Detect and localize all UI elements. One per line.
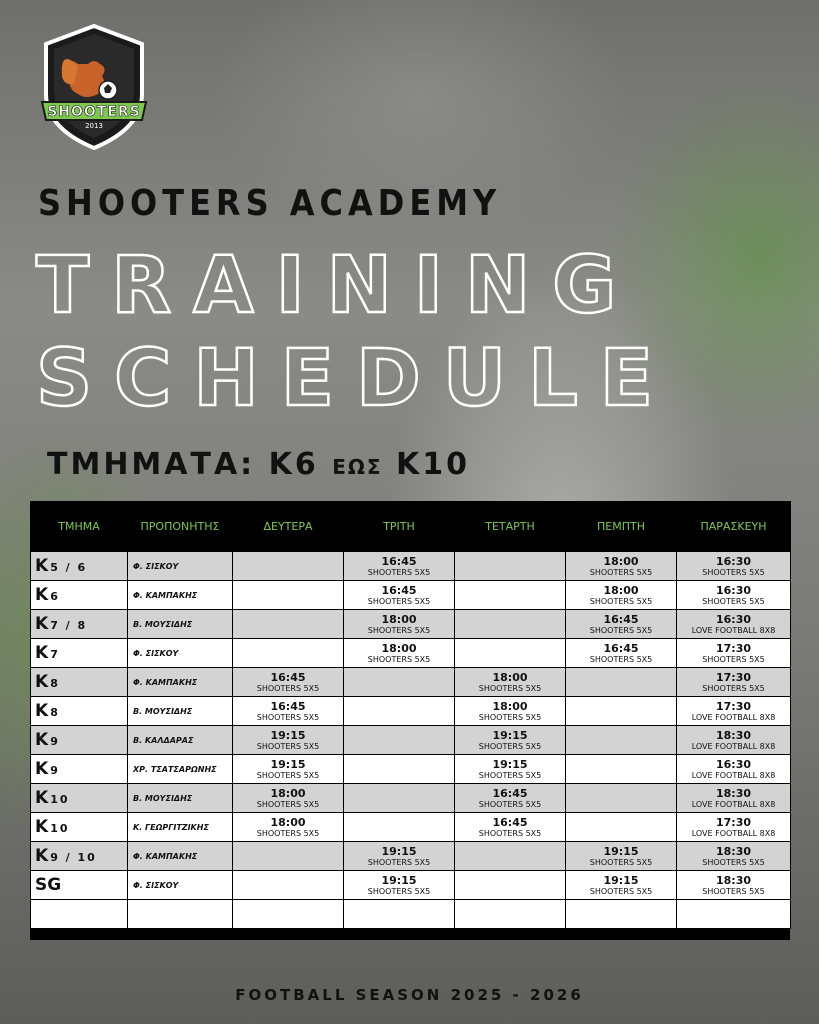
session-cell <box>677 668 791 697</box>
session-location: SHOOTERS 5X5 <box>589 567 653 577</box>
group-cell <box>31 610 128 639</box>
session-location: SHOOTERS 5X5 <box>589 596 653 606</box>
session-cell <box>455 784 566 813</box>
session-cell <box>455 813 566 842</box>
session-location: LOVE FOOTBALL 8X8 <box>691 741 776 751</box>
session-location: LOVE FOOTBALL 8X8 <box>691 625 776 635</box>
session-time: 18:30 <box>715 873 751 887</box>
session-cell <box>677 726 791 755</box>
coach-cell <box>128 900 233 929</box>
session-time: 18:00 <box>381 641 417 655</box>
session-location: SHOOTERS 5X5 <box>367 654 431 664</box>
coach-cell: Β. ΚΑΛΔΑΡΑΣ <box>128 726 233 755</box>
session-cell <box>344 581 455 610</box>
logo-name: SHOOTERS <box>47 104 141 120</box>
session-time: 17:30 <box>715 670 751 684</box>
header-friday: ΠΑΡΑΣΚΕΥΗ <box>677 501 791 552</box>
table-row <box>31 610 791 639</box>
session-cell <box>677 871 791 900</box>
session-time: 17:30 <box>715 699 751 713</box>
session-location: LOVE FOOTBALL 8X8 <box>691 828 776 838</box>
table-row <box>31 755 791 784</box>
header-thursday: ΠΕΜΠΤΗ <box>566 501 677 552</box>
group-cell <box>31 581 128 610</box>
session-location: SHOOTERS 5X5 <box>256 741 320 751</box>
team-logo <box>38 24 150 150</box>
group-cell <box>31 552 128 581</box>
session-time: 19:15 <box>270 757 306 771</box>
coach-cell: Φ. ΣΙΣΚΟΥ <box>128 639 233 668</box>
session-cell <box>344 900 455 929</box>
session-cell <box>566 755 677 784</box>
session-time: 18:00 <box>270 786 306 800</box>
session-cell <box>566 842 677 871</box>
session-cell <box>233 639 344 668</box>
session-cell <box>455 697 566 726</box>
session-cell <box>455 610 566 639</box>
session-cell <box>344 610 455 639</box>
group-letter: Κ <box>35 672 49 692</box>
group-letter: Κ <box>35 643 49 663</box>
table-row <box>31 726 791 755</box>
session-cell <box>455 581 566 610</box>
group-letter: Κ <box>35 730 49 750</box>
table-row <box>31 871 791 900</box>
group-cell <box>31 639 128 668</box>
group-number: 8 <box>50 677 60 690</box>
session-location: SHOOTERS 5X5 <box>702 857 765 867</box>
header-group: ΤΜΗΜΑ <box>31 501 128 552</box>
session-cell <box>566 784 677 813</box>
session-location: SHOOTERS 5X5 <box>589 886 653 896</box>
session-cell <box>233 726 344 755</box>
session-time: 18:00 <box>492 699 528 713</box>
session-location: LOVE FOOTBALL 8X8 <box>691 770 776 780</box>
session-location: SHOOTERS 5X5 <box>367 625 431 635</box>
session-location: SHOOTERS 5X5 <box>478 799 542 809</box>
session-cell <box>677 813 791 842</box>
session-time: 16:30 <box>715 757 751 771</box>
session-cell <box>344 871 455 900</box>
session-location: SHOOTERS 5X5 <box>367 857 431 867</box>
session-time: 19:15 <box>603 844 639 858</box>
logo-year: 2013 <box>85 122 103 130</box>
session-location: LOVE FOOTBALL 8X8 <box>691 799 776 809</box>
session-cell <box>677 842 791 871</box>
schedule-table <box>30 501 791 929</box>
session-location: SHOOTERS 5X5 <box>589 654 653 664</box>
session-cell <box>344 668 455 697</box>
coach-cell: Β. ΜΟΥΣΙΔΗΣ <box>128 697 233 726</box>
header-monday: ΔΕΥΤΕΡΑ <box>233 501 344 552</box>
group-cell <box>31 842 128 871</box>
session-time: 16:45 <box>603 612 639 626</box>
session-cell <box>677 697 791 726</box>
table-row <box>31 581 791 610</box>
session-cell <box>455 552 566 581</box>
coach-cell: Β. ΜΟΥΣΙΔΗΣ <box>128 784 233 813</box>
group-letter: SG <box>35 875 62 895</box>
session-time: 16:45 <box>381 554 417 568</box>
session-cell <box>344 639 455 668</box>
session-time: 19:15 <box>492 728 528 742</box>
group-letter: Κ <box>35 556 49 576</box>
session-location: LOVE FOOTBALL 8X8 <box>691 712 776 722</box>
session-time: 18:00 <box>603 583 639 597</box>
group-cell <box>31 755 128 784</box>
session-location: SHOOTERS 5X5 <box>589 625 653 635</box>
session-location: SHOOTERS 5X5 <box>256 683 320 693</box>
title-line-2: SCHEDULE <box>36 334 676 424</box>
schedule-table-container <box>30 501 790 940</box>
session-time: 16:30 <box>715 583 751 597</box>
coach-cell: ΧΡ. ΤΣΑΤΣΑΡΩΝΗΣ <box>128 755 233 784</box>
session-time: 18:30 <box>715 786 751 800</box>
sections-mid: ΕΩΣ <box>332 455 383 479</box>
group-letter: Κ <box>35 817 49 837</box>
session-cell <box>455 755 566 784</box>
season-footer: FOOTBALL SEASON 2025 - 2026 <box>235 986 584 1004</box>
coach-cell: Φ. ΚΑΜΠΑΚΗΣ <box>128 581 233 610</box>
table-row <box>31 842 791 871</box>
session-time: 16:45 <box>270 670 306 684</box>
coach-cell: Φ. ΚΑΜΠΑΚΗΣ <box>128 842 233 871</box>
session-cell <box>455 639 566 668</box>
session-time: 16:45 <box>492 815 528 829</box>
session-location: SHOOTERS 5X5 <box>256 770 320 780</box>
table-row <box>31 697 791 726</box>
session-time: 19:15 <box>381 873 417 887</box>
header-wednesday: ΤΕΤΑΡΤΗ <box>455 501 566 552</box>
group-letter: Κ <box>35 701 49 721</box>
session-cell <box>233 900 344 929</box>
table-row <box>31 813 791 842</box>
session-time: 16:45 <box>381 583 417 597</box>
group-number: 8 <box>50 706 60 719</box>
session-location: SHOOTERS 5X5 <box>256 828 320 838</box>
session-cell <box>566 639 677 668</box>
session-location: SHOOTERS 5X5 <box>367 886 431 896</box>
session-cell <box>233 581 344 610</box>
table-row <box>31 639 791 668</box>
session-cell <box>566 581 677 610</box>
session-cell <box>566 610 677 639</box>
session-location: SHOOTERS 5X5 <box>478 741 542 751</box>
session-time: 16:30 <box>715 554 751 568</box>
group-letter: Κ <box>35 614 49 634</box>
session-time: 19:15 <box>603 873 639 887</box>
session-cell <box>566 871 677 900</box>
session-location: SHOOTERS 5X5 <box>702 567 765 577</box>
session-cell <box>566 813 677 842</box>
group-number: 9 <box>50 764 60 777</box>
header-tuesday: ΤΡΙΤΗ <box>344 501 455 552</box>
session-time: 16:30 <box>715 612 751 626</box>
table-row <box>31 900 791 929</box>
sections-heading <box>47 447 470 482</box>
session-cell <box>344 697 455 726</box>
session-cell <box>677 610 791 639</box>
session-time: 19:15 <box>270 728 306 742</box>
session-cell <box>344 552 455 581</box>
session-cell <box>344 755 455 784</box>
academy-name: SHOOTERS ACADEMY <box>38 182 502 224</box>
coach-cell: Φ. ΣΙΣΚΟΥ <box>128 552 233 581</box>
session-cell <box>455 842 566 871</box>
session-location: SHOOTERS 5X5 <box>702 596 765 606</box>
session-cell <box>677 552 791 581</box>
coach-cell: Β. ΜΟΥΣΙΔΗΣ <box>128 610 233 639</box>
group-number: 6 <box>50 590 60 603</box>
group-number: 9 / 10 <box>50 851 97 864</box>
group-cell <box>31 726 128 755</box>
coach-cell: Κ. ΓΕΩΡΓΙΤΖΙΚΗΣ <box>128 813 233 842</box>
group-number: 10 <box>50 793 70 806</box>
session-cell <box>233 871 344 900</box>
session-cell <box>566 552 677 581</box>
session-location: SHOOTERS 5X5 <box>702 654 765 664</box>
session-time: 19:15 <box>492 757 528 771</box>
group-letter: Κ <box>35 585 49 605</box>
coach-cell: Φ. ΣΙΣΚΟΥ <box>128 871 233 900</box>
session-cell <box>233 697 344 726</box>
session-time: 18:00 <box>381 612 417 626</box>
table-row <box>31 784 791 813</box>
group-number: 7 / 8 <box>50 619 88 632</box>
group-number: 9 <box>50 735 60 748</box>
session-time: 18:30 <box>715 728 751 742</box>
table-header-row <box>31 501 791 552</box>
session-cell <box>677 755 791 784</box>
session-location: SHOOTERS 5X5 <box>367 567 431 577</box>
group-number: 7 <box>50 648 60 661</box>
session-time: 18:00 <box>270 815 306 829</box>
session-location: SHOOTERS 5X5 <box>256 799 320 809</box>
session-location: SHOOTERS 5X5 <box>478 770 542 780</box>
session-cell <box>344 784 455 813</box>
group-number: 5 / 6 <box>50 561 88 574</box>
group-cell <box>31 697 128 726</box>
session-cell <box>677 900 791 929</box>
session-cell <box>455 668 566 697</box>
session-cell <box>455 900 566 929</box>
session-location: SHOOTERS 5X5 <box>478 712 542 722</box>
session-cell <box>233 668 344 697</box>
session-cell <box>677 639 791 668</box>
title-line-1: TRAINING <box>36 241 639 331</box>
session-cell <box>233 552 344 581</box>
session-time: 17:30 <box>715 815 751 829</box>
sections-end: Κ10 <box>395 447 470 482</box>
session-cell <box>233 784 344 813</box>
group-cell <box>31 784 128 813</box>
table-row <box>31 668 791 697</box>
group-cell <box>31 668 128 697</box>
session-time: 18:00 <box>492 670 528 684</box>
session-time: 19:15 <box>381 844 417 858</box>
session-location: SHOOTERS 5X5 <box>702 683 765 693</box>
session-time: 16:45 <box>492 786 528 800</box>
table-row <box>31 552 791 581</box>
session-location: SHOOTERS 5X5 <box>367 596 431 606</box>
session-cell <box>566 726 677 755</box>
session-location: SHOOTERS 5X5 <box>702 886 765 896</box>
session-cell <box>233 755 344 784</box>
header-coach: ΠΡΟΠΟΝΗΤΗΣ <box>128 501 233 552</box>
group-letter: Κ <box>35 846 49 866</box>
session-time: 16:45 <box>603 641 639 655</box>
group-letter: Κ <box>35 759 49 779</box>
sections-label: ΤΜΗΜΑΤΑ: Κ6 <box>47 447 319 482</box>
session-time: 18:00 <box>603 554 639 568</box>
coach-cell: Φ. ΚΑΜΠΑΚΗΣ <box>128 668 233 697</box>
group-letter: Κ <box>35 788 49 808</box>
session-cell <box>344 813 455 842</box>
session-cell <box>455 726 566 755</box>
session-cell <box>344 842 455 871</box>
session-cell <box>566 697 677 726</box>
session-location: SHOOTERS 5X5 <box>256 712 320 722</box>
session-location: SHOOTERS 5X5 <box>478 683 542 693</box>
session-cell <box>677 784 791 813</box>
session-cell <box>233 610 344 639</box>
session-cell <box>233 813 344 842</box>
session-location: SHOOTERS 5X5 <box>478 828 542 838</box>
session-cell <box>233 842 344 871</box>
group-cell <box>31 813 128 842</box>
session-location: SHOOTERS 5X5 <box>589 857 653 867</box>
session-cell <box>566 668 677 697</box>
group-cell <box>31 871 128 900</box>
group-cell <box>31 900 128 929</box>
session-cell <box>344 726 455 755</box>
session-time: 17:30 <box>715 641 751 655</box>
session-time: 16:45 <box>270 699 306 713</box>
group-number: 10 <box>50 822 70 835</box>
session-time: 18:30 <box>715 844 751 858</box>
session-cell <box>677 581 791 610</box>
session-cell <box>455 871 566 900</box>
session-cell <box>566 900 677 929</box>
